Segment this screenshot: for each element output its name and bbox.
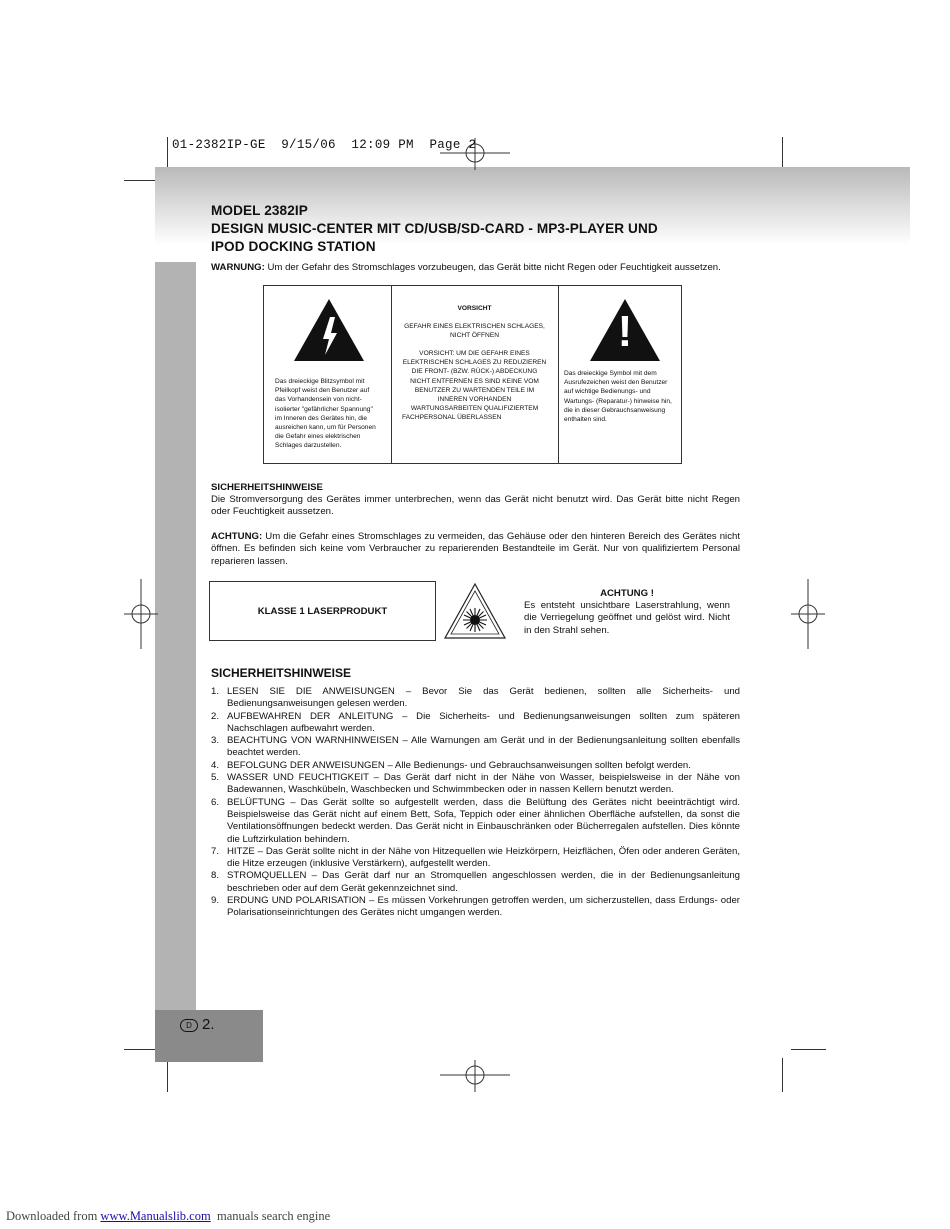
caution-col-right [558, 286, 682, 463]
vorsicht-shock [391, 322, 558, 340]
item-text: WASSER UND FEUCHTIGKEIT – Das Gerät darf nicht in der Nähe von Wasser, beispielsweise in der Nähe von Badewannen, Waschkübeln, Waschbecken und Schwimmbecken oder in nassen Kellern benutzt werden. [227, 772, 740, 796]
text-line: ELEKTRISCHEN SCHLAGES ZU REDUZIEREN [402, 359, 547, 367]
list-item [211, 735, 740, 760]
exclamation-description [564, 369, 680, 424]
text-line: Pfeilkopf weist den Benutzer auf [275, 387, 370, 395]
vorsicht-title: VORSICHT [457, 305, 492, 312]
text-line: Wartungs- (Reparatur-) hinweise hin, [564, 397, 672, 405]
text-line: Ausrufezeichen weist den Benutzer [564, 379, 668, 387]
warning-line [211, 262, 751, 274]
item-text: STROMQUELLEN – Das Gerät darf nur an Stromquellen angeschlossen werden, die in der Bedienungsanleitung beschrieben oder auf dem Gerät gekennzeichnet sind. [227, 870, 740, 894]
footer-prefix: Downloaded from [6, 1209, 101, 1223]
safety-text-1: Die Stromversorgung des Gerätes immer unterbrechen, wenn das Gerät nicht benutzt wird. Das Gerät bitte nicht Regen oder Feuchtigkeit aussetzen. [211, 494, 740, 518]
item-number: 4. [211, 759, 220, 771]
lightning-description [275, 377, 387, 451]
list-item [211, 846, 740, 871]
model-title: MODEL 2382IP [211, 203, 308, 218]
registration-mark-right [791, 579, 825, 649]
warning-text: Um der Gefahr des Stromschlages vorzubeugen, das Gerät bitte nicht Regen oder Feuchtigkeit aussetzen. [264, 262, 721, 273]
item-number: 9. [211, 895, 220, 907]
list-item [211, 686, 740, 711]
text-line: die in dieser Gebrauchsanweisung [564, 406, 666, 414]
manualslib-link[interactable]: www.Manualslib.com [100, 1209, 211, 1223]
product-title-line1: DESIGN MUSIC-CENTER MIT CD/USB/SD-CARD - MP3-PLAYER UND [211, 221, 658, 236]
caution-col-middle [391, 286, 559, 463]
caution-col-left [264, 286, 392, 463]
text-line: WARTUNGSARBEITEN QUALIFIZIERTEM [410, 405, 539, 413]
text-line: ausreichen kann, um für Personen [275, 424, 376, 432]
warning-label: WARNUNG: [211, 262, 265, 273]
laser-class-box [209, 581, 436, 641]
item-number: 5. [211, 772, 220, 784]
achtung-paragraph [211, 531, 740, 568]
footer-suffix: manuals search engine [210, 1209, 331, 1223]
text-line: VORSICHT: UM DIE GEFAHR EINES [419, 350, 530, 357]
achtung-label: ACHTUNG: [211, 531, 263, 542]
text-line: isolierter "gefährlicher Spannung" [275, 405, 373, 413]
laser-warning-icon [443, 582, 507, 640]
text-line: DIE FRONT- (BZW. RÜCK-) ABDECKUNG [411, 368, 538, 376]
caution-table [263, 285, 682, 464]
text-line: Das dreieckige Blitzsymbol mit [275, 378, 365, 385]
item-number: 7. [211, 845, 220, 857]
text-line: GEFAHR EINES ELEKTRISCHEN SCHLAGES, [404, 323, 545, 330]
achtung-text: Um die Gefahr eines Stromschlages zu vermeiden, das Gehäuse oder den hinteren Bereich des Gerätes nicht öffnen. Es befinden sich keine vom Verbraucher zu reparierenden Bestandteile im Gerät. Nur von qualifiziertem Personal reparieren lassen. [211, 531, 740, 567]
item-text: BELÜFTUNG – Das Gerät sollte so aufgestellt werden, dass die Belüftung des Gerätes nicht beeinträchtigt wird. Beispielsweise das Gerät nicht auf einem Bett, Sofa, Teppich oder einer ähnlichen Oberfläche aufstellen, da sonst die Ventilationsöffnungen bedeckt werden. Das Gerät nicht in Einbauschränken oder Bücherregalen aufstellen. Dies könnte die Luftzirkulation behindern. [227, 796, 740, 845]
language-code: D [186, 1021, 192, 1030]
safety-heading-1: SICHERHEITSHINWEISE [211, 482, 323, 493]
vorsicht-text [391, 349, 558, 423]
download-footer [6, 1209, 330, 1224]
text-line: die Gefahr eines elektrischen [275, 433, 361, 441]
safety-heading-2: SICHERHEITSHINWEISE [211, 666, 352, 680]
list-item [211, 711, 740, 736]
item-text: HITZE – Das Gerät sollte nicht in der Nähe von Hitzequellen wie Heizkörpern, Heizflächen, Öfen oder anderen Geräten, die Hitze erzeugen (inklusive Verstärkern), aufgestellt werden. [227, 845, 740, 870]
list-item [211, 760, 740, 772]
registration-mark-bottom [440, 1060, 510, 1092]
safety-instructions-list [211, 686, 740, 920]
item-number: 8. [211, 870, 220, 882]
item-text: BEACHTUNG VON WARNHINWEISEN – Alle Warnungen am Gerät und in der Bedienungsanleitung sollten ebenfalls beachtet werden. [227, 735, 740, 759]
item-number: 2. [211, 710, 220, 722]
item-number: 3. [211, 735, 220, 747]
lightning-warning-icon [292, 297, 366, 363]
print-slug: 01-2382IP-GE 9/15/06 12:09 PM Page 2 [172, 138, 477, 152]
exclamation-mark: ! [617, 307, 633, 356]
text-line: enthalten sind. [564, 416, 607, 424]
list-item [211, 772, 740, 797]
list-item [211, 895, 740, 920]
item-text: ERDUNG UND POLARISATION – Es müssen Vorkehrungen getroffen werden, um sicherzustellen, dass Erdungs- oder Polarisationseinrichtungen des Gerätes nicht umgangen werden. [227, 895, 740, 919]
language-badge [180, 1019, 198, 1032]
laser-achtung-title: ACHTUNG ! [600, 588, 654, 599]
page-number-box [155, 1010, 263, 1062]
text-line: NICHT ENTFERNEN ES SIND KEINE VOM [410, 377, 539, 385]
laser-class-label: KLASSE 1 LASERPRODUKT [257, 605, 388, 617]
item-number: 1. [211, 686, 220, 697]
registration-mark-left [124, 579, 158, 649]
text-line: NICHT ÖFFNEN [450, 332, 499, 340]
text-line: das Vorhandensein von nicht- [275, 396, 362, 404]
text-line: BENUTZER ZU WARTENDEN TEILE IM [414, 386, 535, 394]
item-text: LESEN SIE DIE ANWEISUNGEN – Bevor Sie das Gerät bedienen, sollten alle Sicherheits- und Bedienungsanweisungen gelesen werden. [227, 686, 740, 710]
text-line: auf wichtige Bedienungs- und [564, 388, 651, 396]
item-text: AUFBEWAHREN DER ANLEITUNG – Die Sicherheits- und Bedienungsanweisungen sollten zum späteren Nachschlagen aufbewahrt werden. [227, 710, 740, 734]
text-line: FACHPERSONAL ÜBERLASSEN [402, 414, 502, 422]
list-item [211, 870, 740, 895]
text-line: Schlages darzustellen. [275, 442, 342, 450]
item-text: BEFOLGUNG DER ANWEISUNGEN – Alle Bedienungs- und Gebrauchsanweisungen sollten befolgt werden. [227, 759, 691, 771]
text-line: im Inneren des Gerätes hin, die [275, 414, 367, 422]
laser-achtung-text: Es entsteht unsichtbare Laserstrahlung, wenn die Verriegelung geöffnet und gelöst wird. Nicht in den Strahl sehen. [524, 600, 730, 636]
text-line: Das dreieckige Symbol mit dem [564, 370, 657, 377]
item-number: 6. [211, 796, 220, 808]
text-line: INNEREN VORHANDEN [437, 396, 512, 404]
list-item [211, 797, 740, 846]
product-title-line2: IPOD DOCKING STATION [211, 239, 376, 254]
page-number: 2. [202, 1016, 215, 1033]
